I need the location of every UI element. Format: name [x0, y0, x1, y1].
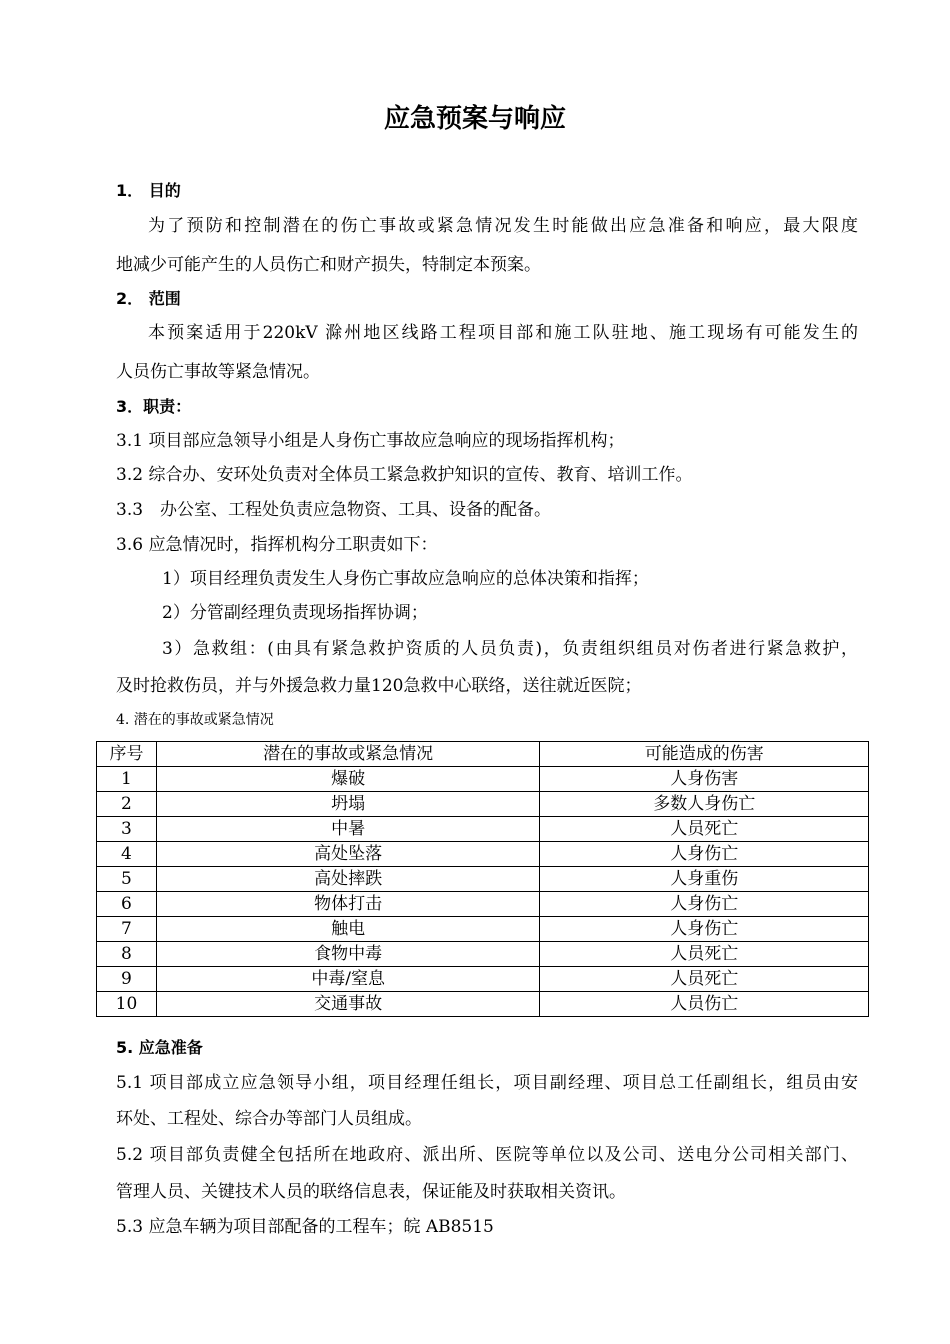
section-3-6: 3.6 应急情况时，指挥机构分工职责如下：	[116, 535, 438, 555]
table-row	[97, 967, 869, 992]
header-hazard: 潜在的事故或紧急情况	[156, 742, 539, 767]
row-harm: 人员死亡	[540, 967, 869, 992]
row-hazard: 食物中毒	[156, 942, 539, 967]
row-hazard: 交通事故	[156, 992, 539, 1017]
section-3-6-item-2: 2）分管副经理负责现场指挥协调；	[162, 603, 428, 623]
section-3-1: 3.1 项目部应急领导小组是人身伤亡事故应急响应的现场指挥机构；	[116, 431, 625, 451]
section-5-1-line-1: 5.1 项目部成立应急领导小组，项目经理任组长，项目副经理、项目总工任副组长，组员由安	[116, 1073, 858, 1093]
page-title: 应急预案与响应	[383, 104, 566, 134]
section-3-6-item-3-line-1: 3）急救组：(由具有紧急救护资质的人员负责)，负责组织组员对伤者进行紧急救护，	[162, 639, 858, 659]
row-no: 6	[97, 892, 157, 917]
section-5-2-line-2: 管理人员、关键技术人员的联络信息表，保证能及时获取相关资讯。	[116, 1182, 626, 1202]
section-1-heading: 1． 目的	[116, 181, 181, 200]
section-1-paragraph-line-2: 地减少可能产生的人员伤亡和财产损失，特制定本预案。	[116, 255, 541, 275]
section-5-1-line-2: 环处、工程处、综合办等部门人员组成。	[116, 1109, 422, 1129]
row-no: 8	[97, 942, 157, 967]
row-hazard: 中暑	[156, 817, 539, 842]
row-harm: 人员伤亡	[540, 992, 869, 1017]
header-harm: 可能造成的伤害	[540, 742, 869, 767]
section-2-paragraph-line-1: 本预案适用于220kV 滁州地区线路工程项目部和施工队驻地、施工现场有可能发生的	[148, 323, 858, 343]
row-harm: 人身伤害	[540, 767, 869, 792]
row-harm: 多数人身伤亡	[540, 792, 869, 817]
row-harm: 人身伤亡	[540, 917, 869, 942]
row-no: 1	[97, 767, 157, 792]
row-hazard: 物体打击	[156, 892, 539, 917]
section-3-heading: 3．职责：	[116, 397, 192, 416]
table-row	[97, 892, 869, 917]
row-harm: 人员死亡	[540, 942, 869, 967]
row-hazard: 爆破	[156, 767, 539, 792]
section-2-paragraph-line-2: 人员伤亡事故等紧急情况。	[116, 362, 320, 382]
section-3-6-item-1: 1）项目经理负责发生人身伤亡事故应急响应的总体决策和指挥；	[162, 569, 649, 589]
table-row	[97, 992, 869, 1017]
section-5-3: 5.3 应急车辆为项目部配备的工程车；皖 AB8515	[116, 1217, 494, 1237]
table-row	[97, 942, 869, 967]
table-row	[97, 817, 869, 842]
row-harm: 人身重伤	[540, 867, 869, 892]
table-row	[97, 767, 869, 792]
row-no: 10	[97, 992, 157, 1017]
row-hazard: 高处坠落	[156, 842, 539, 867]
table-header-row	[97, 742, 869, 767]
row-no: 5	[97, 867, 157, 892]
row-harm: 人身伤亡	[540, 892, 869, 917]
row-no: 9	[97, 967, 157, 992]
row-no: 4	[97, 842, 157, 867]
row-hazard: 高处摔跌	[156, 867, 539, 892]
section-2-heading: 2． 范围	[116, 289, 181, 308]
header-no: 序号	[97, 742, 157, 767]
section-4-heading: 4. 潜在的事故或紧急情况	[116, 712, 274, 728]
hazard-table	[96, 741, 869, 1017]
row-no: 2	[97, 792, 157, 817]
section-5-heading: 5. 应急准备	[116, 1038, 203, 1057]
row-hazard: 触电	[156, 917, 539, 942]
section-5-2-line-1: 5.2 项目部负责健全包括所在地政府、派出所、医院等单位以及公司、送电分公司相关部门、	[116, 1145, 858, 1165]
row-hazard: 中毒/窒息	[156, 967, 539, 992]
section-3-3: 3.3 办公室、工程处负责应急物资、工具、设备的配备。	[116, 500, 552, 520]
row-no: 3	[97, 817, 157, 842]
row-harm: 人员死亡	[540, 817, 869, 842]
row-no: 7	[97, 917, 157, 942]
table-row	[97, 842, 869, 867]
section-3-6-item-3-line-2: 及时抢救伤员，并与外援急救力量120急救中心联络，送往就近医院；	[116, 676, 642, 696]
section-1-paragraph-line-1: 为了预防和控制潜在的伤亡事故或紧急情况发生时能做出应急准备和响应，最大限度	[148, 216, 858, 236]
table-row	[97, 917, 869, 942]
table-row	[97, 867, 869, 892]
section-3-2: 3.2 综合办、安环处负责对全体员工紧急救护知识的宣传、教育、培训工作。	[116, 465, 693, 485]
row-hazard: 坍塌	[156, 792, 539, 817]
table-row	[97, 792, 869, 817]
row-harm: 人身伤亡	[540, 842, 869, 867]
